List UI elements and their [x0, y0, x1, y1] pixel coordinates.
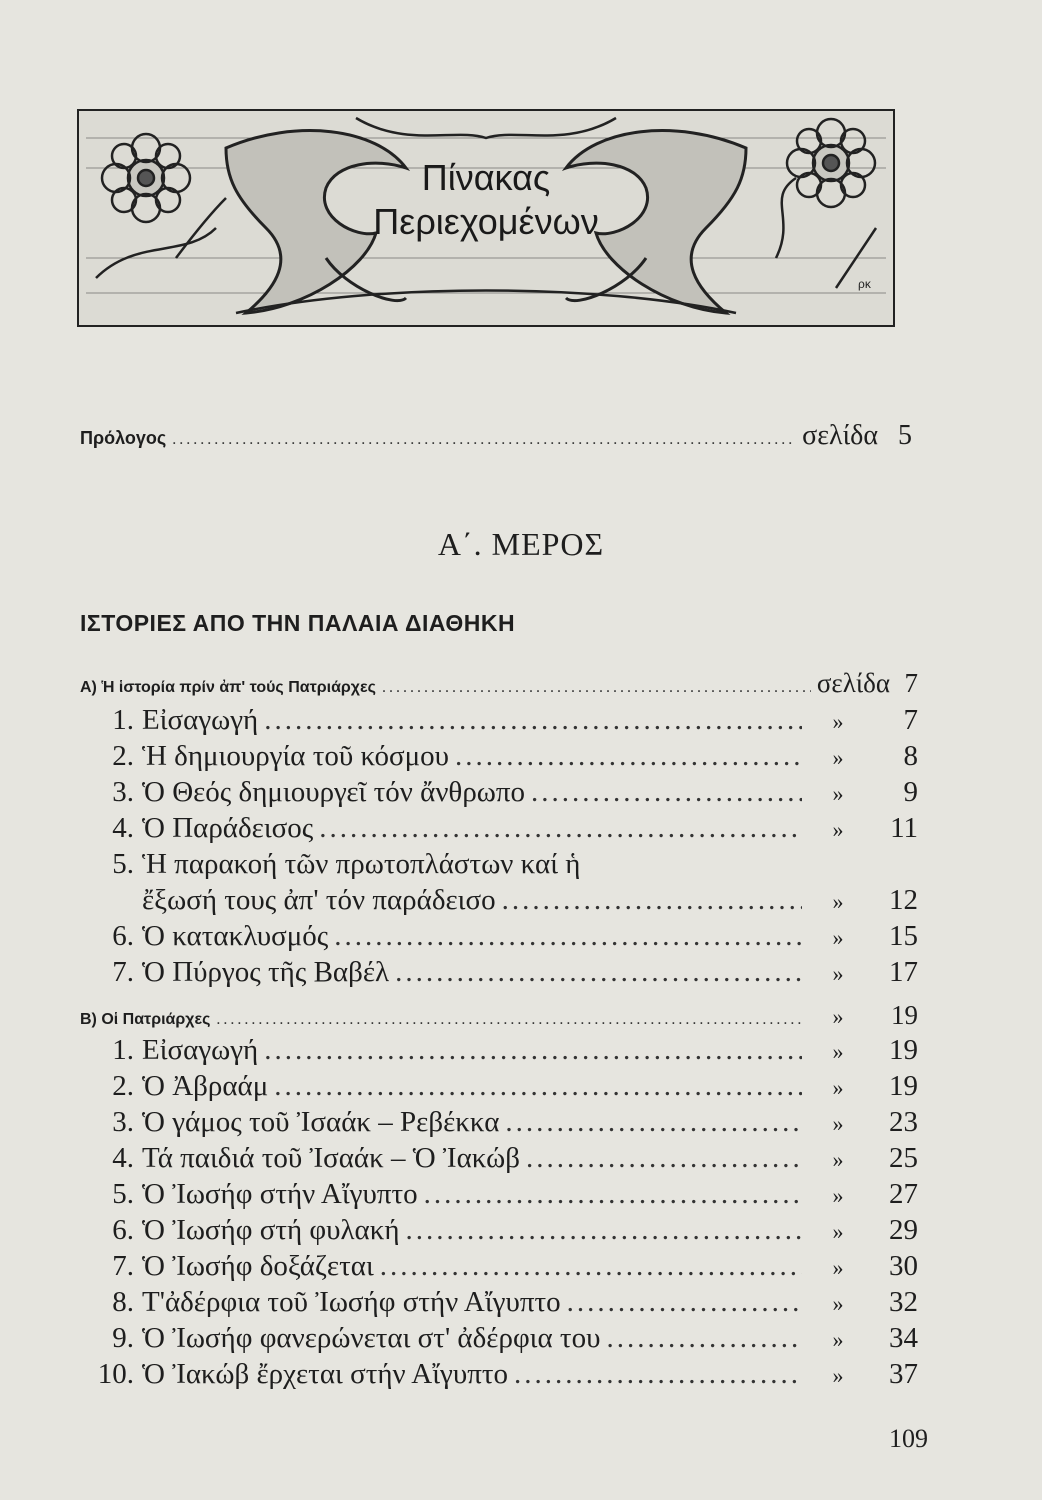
entry-title: Ὁ Ἰωσήφ φανερώνεται στ' ἀδέρφια του: [142, 1322, 601, 1354]
ditto-mark: »: [832, 781, 844, 806]
group-b-heading: [80, 1000, 918, 1031]
dot-leader: [526, 1142, 802, 1175]
page-ref: 23: [889, 1106, 918, 1138]
entry-title: Ὁ γάμος τοῦ Ἰσαάκ – Ρεβέκκα: [142, 1106, 500, 1138]
dot-leader: [172, 431, 796, 449]
toc-entry: 3. Ὁ γάμος τοῦ Ἰσαάκ – Ρεβέκκα ..... » 23: [88, 1106, 918, 1139]
group-a-title: Α) Ἡ ἱστορία πρίν ἀπ' τούς Πατριάρχες: [80, 679, 376, 696]
ditto-mark: »: [832, 1219, 844, 1244]
dot-leader: [455, 740, 802, 773]
entry-title: Ἡ παρακοή τῶν πρωτοπλάστων καί ἡ: [142, 848, 581, 880]
page-ref: 9: [903, 776, 918, 808]
dot-leader: [606, 1322, 802, 1355]
entry-title: Εἰσαγωγή: [142, 1034, 259, 1066]
ditto-mark: »: [832, 745, 844, 770]
ditto-mark: »: [832, 1111, 844, 1136]
dot-leader: [567, 1286, 802, 1319]
page-ref: 7: [904, 668, 918, 698]
ditto-mark: »: [832, 817, 844, 842]
entry-title: Ὁ Ἀβραάμ: [142, 1070, 269, 1102]
ditto-mark: »: [832, 1147, 844, 1172]
toc-entry: 8. Τ'ἀδέρφια τοῦ Ἰωσήφ στήν Αἴγυπτο ..... » 32: [88, 1286, 918, 1319]
toc-entry: 7. Ὁ Ἰωσήφ δοξάζεται ..... » 30: [88, 1250, 918, 1283]
group-b-title: Β) Οἱ Πατριάρχες: [80, 1011, 211, 1028]
toc-entry: 5. Ὁ Ἰωσήφ στήν Αἴγυπτο ..... » 27: [88, 1178, 918, 1211]
page-word: σελίδα: [802, 420, 878, 451]
ornamental-banner: [76, 108, 896, 328]
prologue-entry: [80, 420, 912, 452]
page-ref: 19: [889, 1070, 918, 1102]
dot-leader: [531, 776, 802, 809]
dot-leader: [502, 884, 802, 917]
toc-entry: 7. Ὁ Πύργος τῆς Βαβέλ ..... » 17: [88, 956, 918, 989]
ditto-mark: »: [832, 1327, 844, 1352]
dot-leader: [406, 1214, 802, 1247]
toc-entry: 10. Ὁ Ἰακώβ ἔρχεται στήν Αἴγυπτο ..... » 37: [88, 1358, 918, 1391]
dot-leader: [216, 1011, 802, 1029]
page-ref: 30: [889, 1250, 918, 1282]
dot-leader: [264, 1034, 802, 1067]
toc-entry: 6. Ὁ Ἰωσήφ στή φυλακή ..... » 29: [88, 1214, 918, 1247]
page-ref: 27: [889, 1178, 918, 1210]
ditto-mark: »: [832, 1363, 844, 1388]
entry-title: Ὁ Ἰωσήφ δοξάζεται: [142, 1250, 374, 1282]
toc-entry-continuation: [142, 884, 918, 917]
toc-entry: 5. Ἡ παρακοή τῶν πρωτοπλάστων καί ἡ: [112, 848, 581, 880]
entry-title: Ὁ Ἰακώβ ἔρχεται στήν Αἴγυπτο: [142, 1358, 508, 1390]
dot-leader: [334, 920, 802, 953]
part-heading: Α΄. ΜΕΡΟΣ: [437, 526, 605, 562]
toc-entry: 9. Ὁ Ἰωσήφ φανερώνεται στ' ἀδέρφια του ..... » 34: [88, 1322, 918, 1355]
page-ref: 17: [889, 956, 918, 988]
toc-entry: 6. Ὁ κατακλυσμός ..... » 15: [88, 920, 918, 953]
dot-leader: [380, 1250, 802, 1283]
artist-signature: ρκ: [858, 277, 871, 291]
toc-entry: 2. Ὁ Ἀβραάμ ..... » 19: [88, 1070, 918, 1103]
entry-title: Τά παιδιά τοῦ Ἰσαάκ – Ὁ Ἰακώβ: [142, 1142, 520, 1174]
dot-leader: [264, 704, 802, 737]
ditto-mark: »: [832, 1039, 844, 1064]
toc-entry: 1. Εἰσαγωγή ..... » 19: [88, 1034, 918, 1067]
entry-title: Ὁ Ἰωσήφ στή φυλακή: [142, 1214, 400, 1246]
entry-title: Τ'ἀδέρφια τοῦ Ἰωσήφ στήν Αἴγυπτο: [142, 1286, 561, 1318]
dot-leader: [514, 1358, 802, 1391]
toc-entry: 1. Εἰσαγωγή ..... » 7: [88, 704, 918, 737]
page-ref: 34: [889, 1322, 918, 1354]
entry-title-cont: ἔξωσή τους ἀπ' τόν παράδεισο: [142, 884, 496, 916]
entry-title: Ὁ κατακλυσμός: [142, 920, 329, 952]
dot-leader: [424, 1178, 802, 1211]
toc-entry: 4. Τά παιδιά τοῦ Ἰσαάκ – Ὁ Ἰακώβ ..... » 25: [88, 1142, 918, 1175]
toc-entry: 2. Ἡ δημιουργία τοῦ κόσμου ..... » 8: [88, 740, 918, 773]
dot-leader: [505, 1106, 802, 1139]
prologue-label: Πρόλογος: [80, 428, 167, 448]
dot-leader: [274, 1070, 802, 1103]
toc-entry: 4. Ὁ Παράδεισος ..... » 11: [88, 812, 918, 845]
page-ref: 32: [889, 1286, 918, 1318]
ditto-mark: »: [832, 1255, 844, 1280]
page-title: Πίνακας Περιεχομένων: [373, 157, 599, 242]
entry-title: Εἰσαγωγή: [142, 704, 259, 736]
dot-leader: [395, 956, 802, 989]
ditto-mark: »: [832, 1004, 844, 1029]
page-ref: 29: [889, 1214, 918, 1246]
ditto-mark: »: [832, 961, 844, 986]
group-a-heading: [80, 668, 918, 699]
page-ref: 12: [889, 884, 918, 916]
section-title: ΙΣΤΟΡΙΕΣ ΑΠΟ ΤΗΝ ΠΑΛΑΙΑ ΔΙΑΘΗΚΗ: [80, 610, 516, 636]
page-ref: 7: [903, 704, 918, 736]
page-ref: 19: [891, 1000, 918, 1030]
page-ref: 15: [889, 920, 918, 952]
page-ref: 11: [890, 812, 918, 844]
ditto-mark: »: [832, 1183, 844, 1208]
entry-title: Ἡ δημιουργία τοῦ κόσμου: [142, 740, 450, 772]
page-ref: 8: [903, 740, 918, 772]
entry-title: Ὁ Παράδεισος: [142, 812, 314, 844]
dot-leader: [319, 812, 802, 845]
entry-title: Ὁ Πύργος τῆς Βαβέλ: [142, 956, 390, 988]
entry-title: Ὁ Θεός δημιουργεῖ τόν ἄνθρωπο: [142, 776, 526, 808]
ditto-mark: »: [832, 889, 844, 914]
dot-leader: [382, 679, 811, 697]
page-ref: 25: [889, 1142, 918, 1174]
ditto-mark: »: [832, 709, 844, 734]
page-word: σελίδα: [816, 668, 890, 698]
toc-entry: 3. Ὁ Θεός δημιουργεῖ τόν ἄνθρωπο ..... » 9: [88, 776, 918, 809]
page-ref: 5: [898, 420, 912, 451]
page-ref: 37: [889, 1358, 918, 1390]
page-number: 109: [889, 1424, 928, 1453]
entry-title: Ὁ Ἰωσήφ στήν Αἴγυπτο: [142, 1178, 418, 1210]
page-ref: 19: [889, 1034, 918, 1066]
ditto-mark: »: [832, 1075, 844, 1100]
ditto-mark: »: [832, 1291, 844, 1316]
ditto-mark: »: [832, 925, 844, 950]
